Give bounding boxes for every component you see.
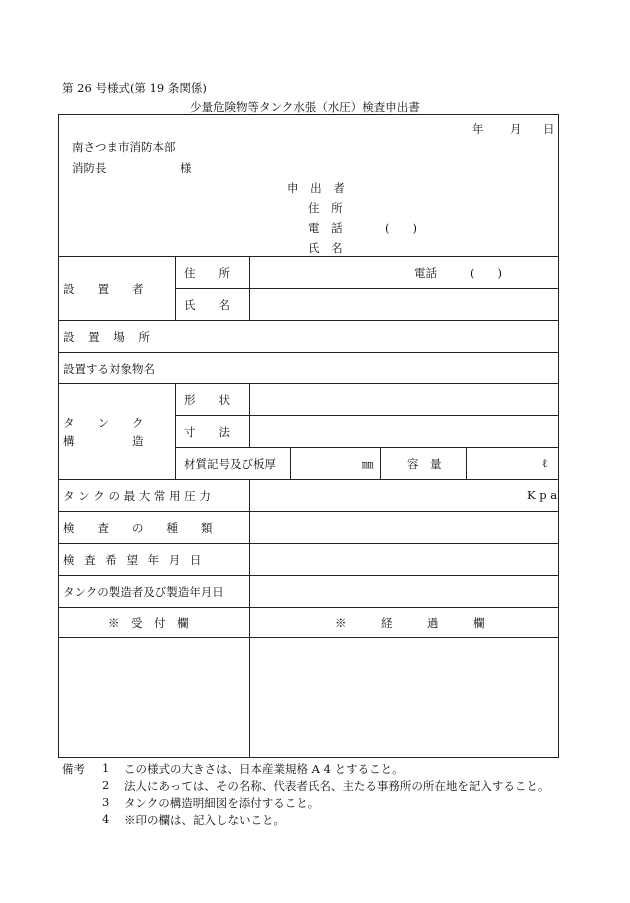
row-line	[58, 511, 559, 512]
inspection-type-label: 検 査 の 種 類	[63, 521, 213, 535]
form-title: 少量危険物等タンク水張（水圧）検査申出書	[190, 100, 420, 114]
addressee-chief: 消防長	[72, 161, 107, 175]
col-line	[249, 479, 250, 758]
progress-header: ※ 経 過 欄	[335, 616, 485, 630]
col-line	[175, 256, 176, 320]
date-month-label: 月	[510, 122, 522, 136]
installer-phone-parens: ( )	[470, 266, 502, 280]
col-line	[290, 447, 291, 479]
structure-label: 構 造	[63, 434, 144, 448]
row-line	[175, 288, 559, 289]
notes-label: 備考	[62, 762, 85, 776]
table-border-top	[58, 114, 559, 115]
installer-label: 設 置 者	[63, 282, 144, 296]
applicant-phone-parens: ( )	[385, 221, 417, 235]
note-number: 1	[102, 761, 110, 775]
col-line	[249, 256, 250, 320]
note-text: この様式の大きさは、日本産業規格 A 4 とすること。	[124, 762, 404, 776]
material-label: 材質記号及び板厚	[184, 457, 276, 471]
applicant-address-label: 住 所	[308, 201, 347, 215]
installer-phone-label: 電話	[414, 266, 437, 280]
tank-label: タ ン ク	[63, 416, 144, 430]
form-number: 第 26 号様式(第 19 条関係)	[62, 81, 207, 95]
col-line	[249, 383, 250, 447]
date-year-label: 年	[472, 122, 484, 136]
shape-label: 形 状	[184, 393, 230, 407]
col-line	[380, 447, 381, 479]
max-pressure-label: タ ン ク の 最 大 常 用 圧 力	[63, 489, 211, 503]
reception-header: ※ 受 付 欄	[108, 616, 189, 630]
location-label: 設 置 場 所	[63, 330, 155, 344]
applicant-label: 申 出 者	[287, 181, 349, 195]
row-line	[58, 479, 559, 480]
note-text: タンクの構造明細図を添付すること。	[124, 796, 320, 810]
capacity-label: 容 量	[407, 457, 442, 471]
date-day-label: 日	[543, 122, 555, 136]
note-number: 3	[102, 795, 110, 809]
col-line	[466, 447, 467, 479]
target-label: 設置する対象物名	[63, 362, 155, 376]
installer-address-label: 住 所	[184, 266, 230, 280]
row-line	[58, 256, 559, 257]
row-line	[58, 352, 559, 353]
table-border-bottom	[58, 757, 559, 758]
col-line	[175, 383, 176, 479]
note-text: 法人にあっては、その名称、代表者氏名、主たる事務所の所在地を記入すること。	[124, 779, 550, 793]
kpa-unit: K p a	[527, 488, 558, 502]
dimensions-label: 寸 法	[184, 425, 230, 439]
manufacturer-label: タンクの製造者及び製造年月日	[63, 585, 224, 599]
desired-date-label: 検 査 希 望 年 月 日	[63, 553, 205, 567]
note-number: 2	[102, 778, 110, 792]
note-number: 4	[102, 812, 110, 826]
table-border-left	[58, 114, 59, 758]
row-line	[58, 607, 559, 608]
row-line	[58, 637, 559, 638]
mm-unit: ㎜	[362, 457, 374, 471]
liter-unit: ℓ	[542, 456, 548, 470]
table-border-right	[558, 114, 559, 758]
row-line	[175, 415, 559, 416]
addressee-org: 南さつま市消防本部	[72, 140, 176, 154]
row-line	[58, 320, 559, 321]
applicant-phone-label: 電 話	[308, 221, 347, 235]
installer-name-label: 氏 名	[184, 298, 230, 312]
addressee-honorific: 様	[180, 161, 192, 175]
row-line	[58, 383, 559, 384]
row-line	[175, 447, 559, 448]
row-line	[58, 575, 559, 576]
row-line	[58, 543, 559, 544]
applicant-name-label: 氏 名	[308, 241, 347, 255]
note-text: ※印の欄は、記入しないこと。	[124, 813, 285, 827]
